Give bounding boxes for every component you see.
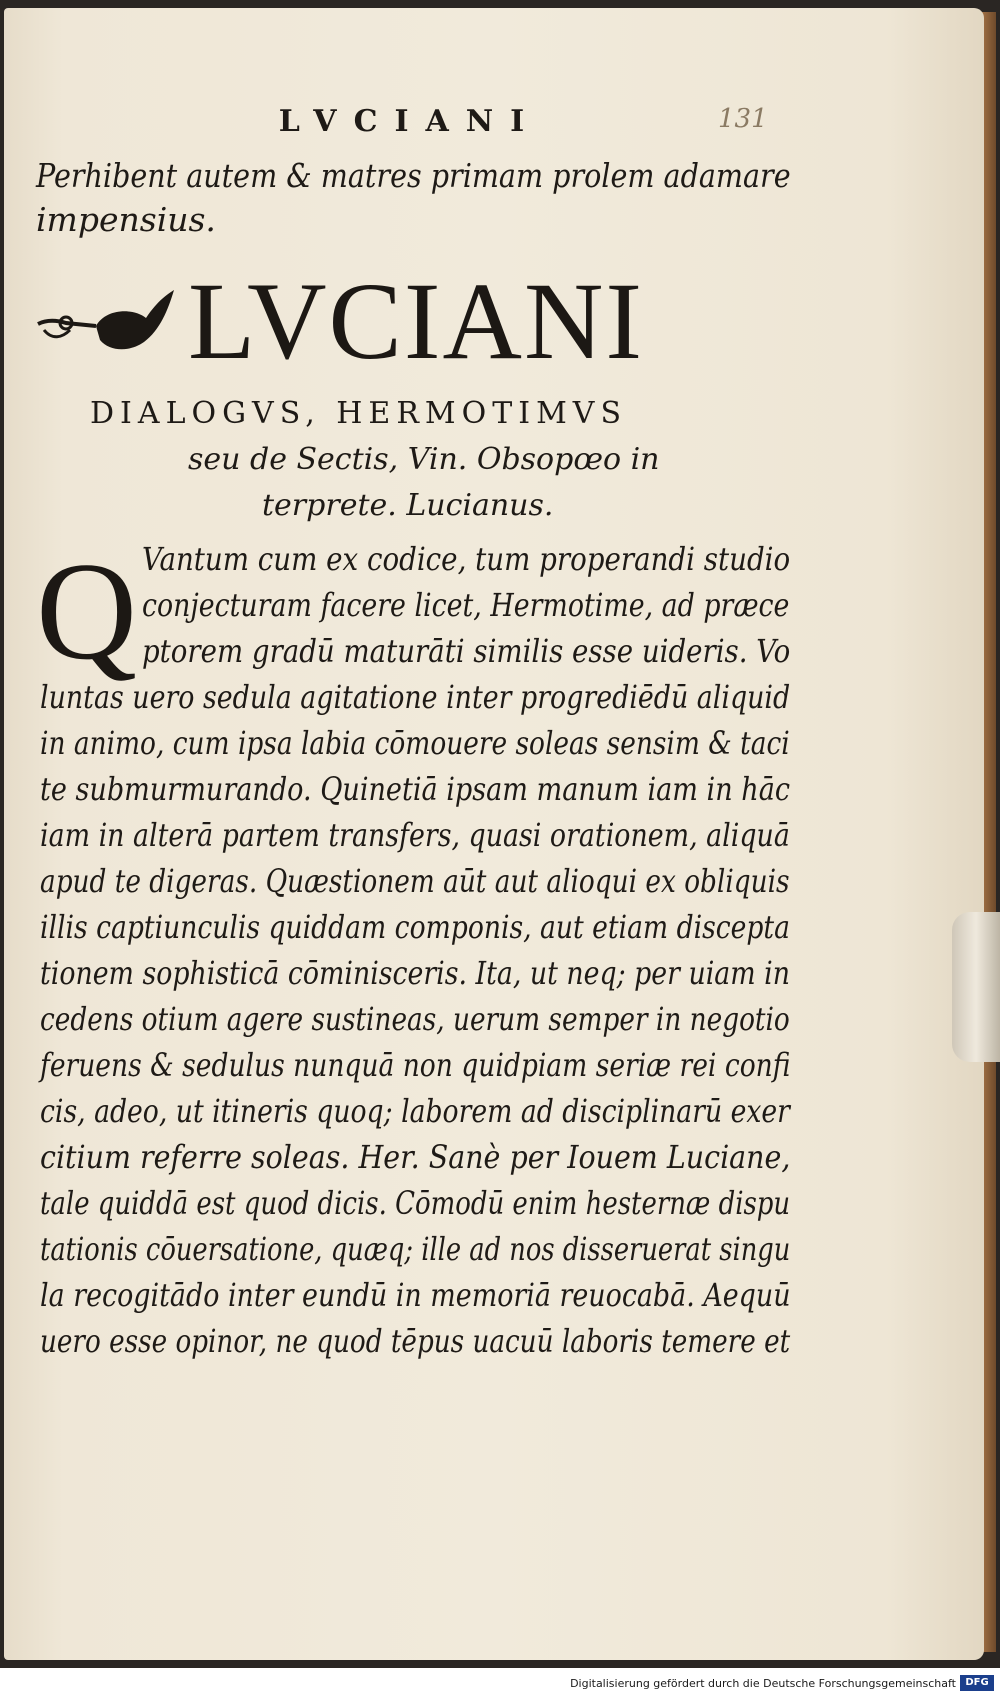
title-line: seu de Sectis, Vin. Obsopœo in (188, 442, 660, 477)
text-line: tale quiddā est quod dicis. Cōmodū enim hesternæ dispu (40, 1184, 791, 1222)
text-line: uero esse opinor, ne quod tēpus uacuū laboris temere et (40, 1322, 791, 1360)
text-line: la recogitādo inter eundū in memoriā reuocabā. Aequū (40, 1276, 791, 1314)
folio-number: 131 (718, 104, 768, 134)
text-line: feruens & sedulus nunquā non quidpiam seriæ rei confi (40, 1046, 791, 1084)
text-line: cis, adeo, ut itineris quoq; laborem ad disciplinarū exer (40, 1092, 790, 1130)
text-line: impensius. (36, 200, 216, 239)
dialogue-title: DIALOGVS, HERMOTIMVS (90, 396, 628, 431)
fleuron-ornament-icon (36, 290, 176, 360)
text-line: citium referre soleas. Her. Sanè per Iouem Luciane, (40, 1138, 791, 1176)
text-line: te submurmurando. Quinetiā ipsam manum iam in hāc (40, 770, 790, 808)
text-line: cedens otium agere sustineas, uerum semper in negotio (40, 1000, 790, 1038)
text-line: conjecturam facere licet, Hermotime, ad præce (142, 586, 790, 624)
title-line: terprete. Lucianus. (262, 488, 554, 523)
text-line: luntas uero sedula agitatione inter progrediēdū aliquid (40, 678, 791, 716)
page-clip (952, 912, 1000, 1062)
text-line: Perhibent autem & matres primam prolem adamare (36, 156, 791, 195)
drop-capital: Q (36, 534, 138, 689)
text-line: iam in alterā partem transfers, quasi orationem, aliquā (40, 816, 790, 854)
text-line: Vantum cum ex codice, tum properandi studio (142, 540, 791, 578)
text-line: illis captiunculis quiddam componis, aut etiam discepta (40, 908, 790, 946)
main-title: LVCIANI (188, 260, 645, 382)
dfg-logo: DFG (960, 1675, 994, 1691)
text-line: tionem sophisticā cōminisceris. Ita, ut neq; per uiam in (40, 954, 790, 992)
text-line: ptorem gradū maturāti similis esse uideris. Vo (142, 632, 791, 670)
text-line: tationis cōuersatione, quæq; ille ad nos disseruerat singu (40, 1230, 791, 1268)
digitization-credit: Digitalisierung gefördert durch die Deutsche Forschungsgemeinschaft (570, 1677, 956, 1690)
text-line: in animo, cum ipsa labia cōmouere soleas sensim & taci (40, 724, 790, 762)
running-title: LVCIANI (278, 104, 542, 139)
text-line: apud te digeras. Quæstionem aūt aut alioqui ex obliquis (40, 862, 790, 900)
title-block (36, 260, 776, 382)
